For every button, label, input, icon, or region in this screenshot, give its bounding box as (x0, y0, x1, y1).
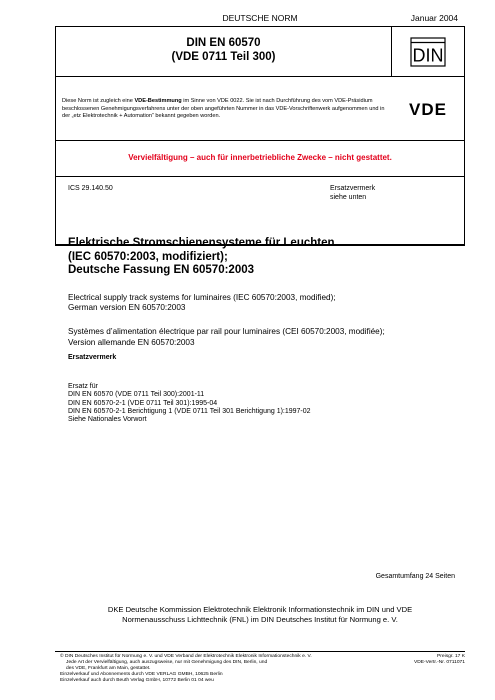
ersatz-line: Ersatz für (68, 383, 98, 390)
ersatz-reference: Ersatzvermerk siehe unten (330, 185, 376, 201)
ersatz-line: Siehe Nationales Vorwort (68, 416, 147, 424)
vde-logo-icon (398, 99, 458, 119)
ersatz-line: DIN EN 60570-2-1 Berichtigung 1 (VDE 0711 Teil 301 Berichtigung 1):1997-02 (68, 407, 311, 415)
vde-notice-text: Diese Norm ist zugleich eine VDE-Bestimmung im Sinne von VDE 0022. Sie ist nach Durchführung des vom VDE-Präsidium beschlossenen Genehmigungsverfahrens unter der oben angeführten Nummer in das VDE-Vorschriftenwerk aufgenommen und in der „etz Elektrotechnik + Automation“ bekannt gegeben worden. (62, 98, 385, 120)
footer-line: Einzelverkauf auch durch Beuth Verlag GmbH, 10772 Berlin 01 04 weu (60, 678, 214, 683)
price-group: Preisgr. 17 K (437, 654, 465, 659)
doc-number-row (56, 27, 464, 77)
footer-line: © DIN Deutsches Institut für Normung e. V. und VDE Verband der Elektrotechnik Elektronik Informationstechnik e. V. (60, 654, 312, 659)
ersatz-line: DIN EN 60570 (VDE 0711 Teil 300):2001-11 (68, 391, 205, 399)
ersatzvermerk-list (68, 383, 311, 424)
vde-logo (391, 77, 464, 140)
doc-number-block (56, 27, 391, 76)
ersatzvermerk-heading: Ersatzvermerk (68, 354, 117, 361)
vde-number: (VDE 0711 Teil 300) (171, 51, 276, 63)
din-logo-icon (410, 37, 446, 67)
french-title: Systèmes d’alimentation électrique par rail pour luminaires (CEI 60570:2003, modifiée); Version allemande EN 60570:2003 (68, 327, 385, 347)
footer-line: des VDE, Frankfurt am Main, gestattet. (66, 666, 151, 671)
svg-text:VDE: VDE (408, 99, 447, 119)
ersatz-line: DIN EN 60570-2-1 (VDE 0711 Teil 301):1995-04 (68, 399, 218, 407)
svg-text:DIN: DIN (412, 45, 444, 65)
vde-order-number: VDE-Vertr.-Nr. 0711071 (413, 660, 465, 665)
publication-date: Januar 2004 (410, 13, 458, 23)
din-logo (391, 27, 464, 76)
copy-warning: Vervielfältigung – auch für innerbetriebliche Zwecke – nicht gestattet. (56, 141, 464, 177)
norm-label: DEUTSCHE NORM (222, 13, 298, 23)
footer-line: Jede Art der Vervielfältigung, auch auszugsweise, nur mit Genehmigung des DIN, Berlin, und (66, 660, 268, 665)
doc-number: DIN EN 60570 (186, 37, 261, 49)
footer-divider (55, 651, 465, 652)
titles-block (68, 237, 448, 348)
footer-line: Einzelverkauf und Abonnements durch VDE VERLAG GMBH, 10625 Berlin (60, 672, 223, 677)
ics-row (56, 177, 464, 245)
ics-code: ICS 29.140.50 (68, 185, 113, 192)
english-title: Electrical supply track systems for luminaires (IEC 60570:2003, modified); German version EN 60570:2003 (68, 292, 336, 312)
copyright-footer (60, 654, 395, 684)
total-pages: Gesamtumfang 24 Seiten (375, 573, 455, 580)
title-frame (55, 26, 465, 246)
dke-committee: DKE Deutsche Kommission Elektrotechnik Elektronik Informationstechnik im DIN und VDE Normenausschuss Lichttechnik (FNL) im DIN Deutsches Institut für Normung e. V. (107, 605, 413, 624)
german-title: Elektrische Stromschienensysteme für Leuchten (IEC 60570:2003, modifiziert); Deutsche Fassung EN 60570:2003 (68, 237, 335, 276)
page-header (55, 13, 465, 25)
vde-notice-row (56, 77, 464, 141)
price-info (395, 654, 465, 666)
